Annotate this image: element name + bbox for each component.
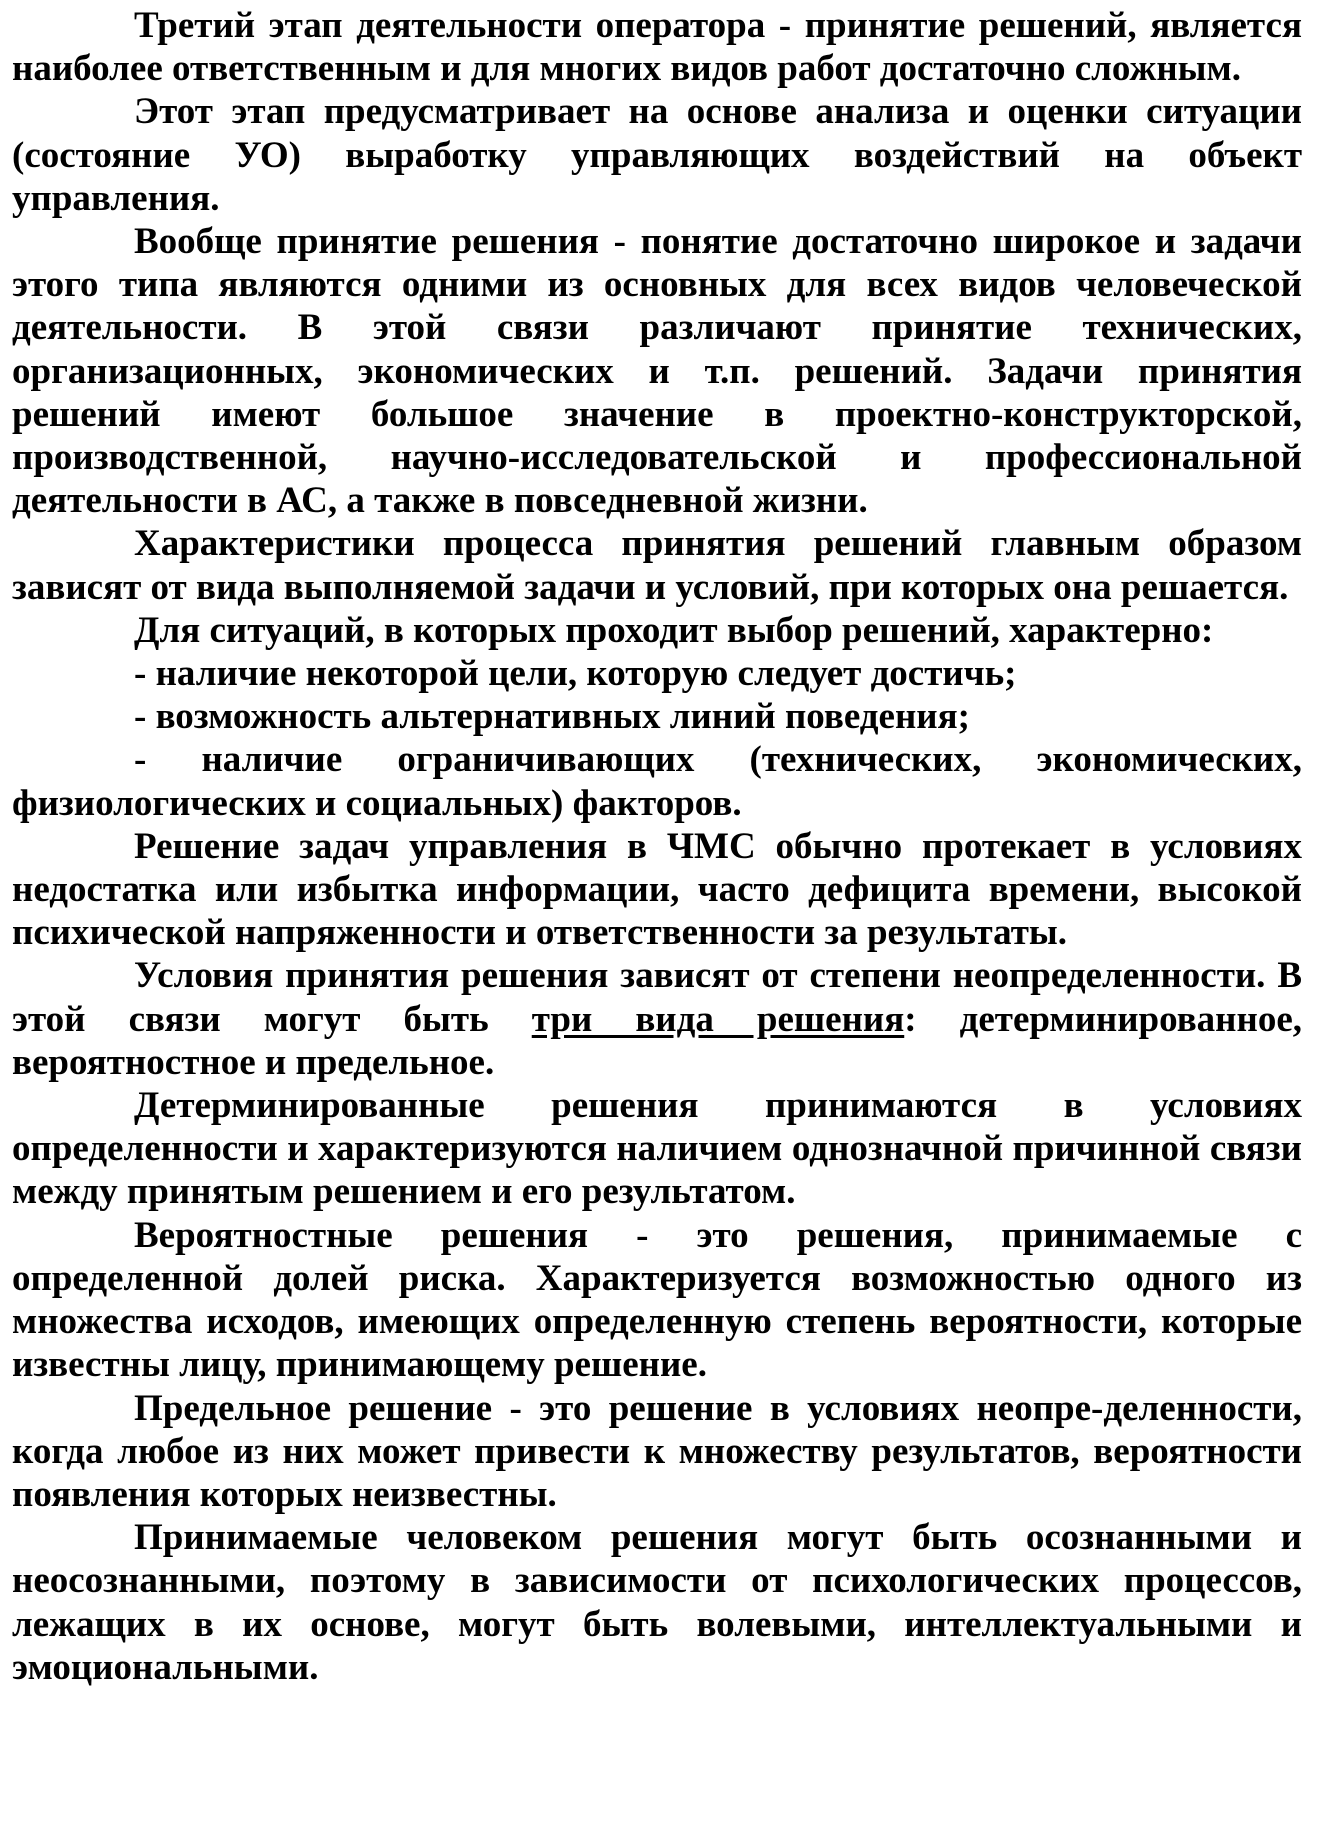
list-item-goal: - наличие некоторой цели, которую следует достичь;	[134, 653, 1017, 695]
paragraph-deterministic-decisions: Детерминированные решения принимаются в условиях определенности и характеризуются наличием однозначной причинной связи между принятым решением и его результатом.	[12, 1085, 1302, 1213]
list-item-alternatives: - возможность альтернативных линий поведения;	[134, 696, 970, 738]
paragraph-process-characteristics: Характеристики процесса принятия решений главным образом зависят от вида выполняемой задачи и условий, при которых она решается.	[12, 523, 1302, 608]
paragraph-decision-general: Вообще принятие решения - понятие достаточно широкое и задачи этого типа являются одними из основных для всех видов человеческой деятельности. В этой связи различают принятие технических, организационных, экономических и т.п. решений. Задачи принятия решений имеют большое значение в проектно-конструкторской, производственной, научно-исследовательской и профессиональной деятельности в АС, а также в повседневной жизни.	[12, 221, 1302, 522]
paragraph-control-tasks: Решение задач управления в ЧМС обычно протекает в условиях недостатка или избытка информации, часто дефицита времени, высокой психической напряженности и ответственности за результаты.	[12, 825, 1302, 954]
document-page	[12, 4, 1302, 1689]
conditions-text-before: Условия принятия решения зависят от степени неопределенности. В этой связи могут быть	[12, 955, 1302, 1040]
paragraph-limit-decision: Предельное решение - это решение в условиях неопре-деленности, когда любое из них может привести к множеству результатов, вероятности появления которых неизвестны.	[12, 1387, 1302, 1515]
paragraph-probabilistic-decisions: Вероятностные решения - это решения, принимаемые с определенной долей риска. Характеризуется возможностью одного из множества исходов, имеющих определенную степень вероятности, которые известны лицу, принимающему решение.	[12, 1214, 1302, 1386]
list-item-constraints: - наличие ограничивающих (технических, экономических, физиологических и социальных) факторов.	[12, 739, 1302, 824]
three-decision-types-phrase: три вида решения	[531, 998, 905, 1040]
paragraph-stage-description: Этот этап предусматривает на основе анализа и оценки ситуации (состояние УО) выработку управляющих воздействий на объект управления.	[12, 91, 1302, 219]
paragraph-decision-stage: Третий этап деятельности оператора - принятие решений, является наиболее ответственным и для многих видов работ достаточно сложным.	[12, 5, 1302, 90]
paragraph-situations-intro: Для ситуаций, в которых проходит выбор решений, характерно:	[134, 609, 1214, 651]
paragraph-decision-conditions	[12, 954, 1302, 1084]
paragraph-human-decisions: Принимаемые человеком решения могут быть осознанными и неосознанными, поэтому в зависимости от психологических процессов, лежащих в их основе, могут быть волевыми, интеллектуальными и эмоциональными.	[12, 1517, 1302, 1688]
conditions-text-after: : детерминированное, вероятностное и предельное.	[12, 998, 1302, 1083]
